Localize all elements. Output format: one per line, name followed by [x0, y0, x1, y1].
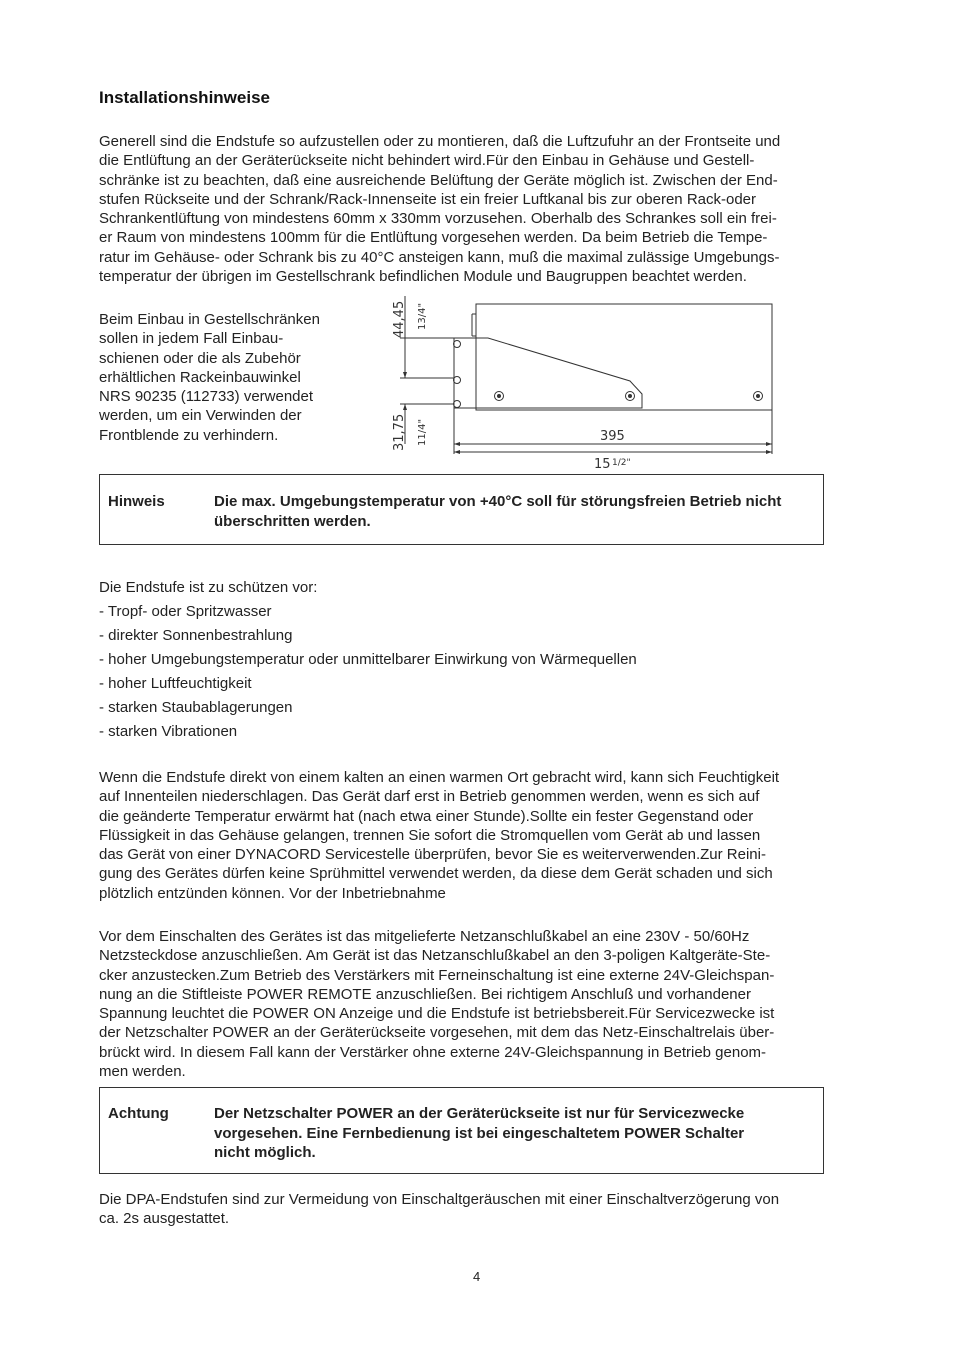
text-line: cker anzustecken.Zum Betrieb des Verstärkers mit Ferneinschaltung ist eine externe 24V-Gleichspan-: [99, 966, 775, 984]
text-line: ratur im Gehäuse- oder Schrank bis zu 40°C ansteigen kann, muß die maximal zulässige Umgebungs-: [99, 248, 780, 266]
intro-paragraph: [99, 132, 780, 286]
text-line: Der Netzschalter POWER an der Geräterückseite ist nur für Servicezwecke: [214, 1105, 745, 1122]
list-item: - hoher Luftfeuchtigkeit: [99, 675, 252, 692]
text-line: er Raum von mindestens 100mm für die Entlüftung vorgesehen werden. Da beim Betrieb die Tempe-: [99, 229, 768, 247]
device-outline: [476, 304, 772, 410]
dim-bottom-mm: 31,75: [392, 413, 407, 451]
condensation-paragraph: [99, 768, 779, 903]
warning-box: [99, 1087, 824, 1174]
list-item: - direkter Sonnenbestrahlung: [99, 627, 293, 644]
text-line: die geänderte Temperatur erwärmt hat (nach etwa einer Stunde).Sollte ein fester Gegenstand oder: [99, 807, 754, 825]
text-line: ca. 2s ausgestattet.: [99, 1210, 230, 1228]
text-line: NRS 90235 (112733) verwendet: [99, 388, 314, 406]
text-line: plötzlich entzünden können. Vor der Inbetriebnahme: [99, 884, 446, 902]
final-paragraph: [99, 1190, 779, 1229]
dim-length-mm: 395: [600, 429, 625, 444]
dim-length-inch-fraction: 1/2": [612, 458, 631, 468]
rack-bracket-drawing: [380, 296, 780, 472]
warning-text: [214, 1104, 744, 1163]
screw: [454, 377, 461, 384]
text-line: gung des Gerätes dürfen keine Sprühmittel verwendet werden, da diese dem Gerät schaden und sich: [99, 865, 773, 883]
screw: [454, 401, 461, 408]
text-line: Die max. Umgebungstemperatur von +40°C soll für störungsfreien Betrieb nicht: [214, 493, 782, 510]
note-text: [214, 492, 781, 531]
text-line: sollen in jedem Fall Einbau-: [99, 330, 284, 348]
dim-bottom-inch: 11/4": [417, 418, 428, 446]
text-line: Flüssigkeit in das Gehäuse gelangen, trennen Sie sofort die Stromquellen vom Gerät ab und lassen: [99, 826, 761, 844]
page-title: Installationshinweise: [99, 88, 270, 107]
text-line: das Gerät von einer DYNACORD Servicestelle überprüfen, bevor Sie es weiterverwenden.Zur Reini-: [99, 846, 766, 864]
text-line: werden, um ein Verwinden der: [99, 407, 302, 425]
list-intro: Die Endstufe ist zu schützen vor:: [99, 579, 318, 596]
text-line: überschritten werden.: [214, 512, 371, 530]
protection-list: [99, 576, 637, 744]
text-line: Wenn die Endstufe direkt von einem kalten an einen warmen Ort gebracht wird, kann sich Feuchtigkeit: [99, 769, 780, 786]
text-line: Schrankentlüftung von mindestens 60mm x 330mm vorzusehen. Oberhalb des Schrankes soll ein frei-: [99, 210, 777, 228]
list-item: - Tropf- oder Spritzwasser: [99, 603, 272, 620]
text-line: die Entlüftung an der Geräterückseite nicht behindert wird.Für den Einbau in Gehäuse und Gestell-: [99, 152, 755, 170]
rack-bracket: [454, 338, 642, 408]
text-line: Vor dem Einschalten des Gerätes ist das mitgelieferte Netzanschlußkabel an eine 230V - 50/60Hz: [99, 928, 750, 945]
text-line: schränke ist zu beachten, daß eine ausreichende Belüftung der Geräte möglich ist. Zwischen der End-: [99, 171, 778, 189]
dim-top-mm: 44,45: [392, 300, 407, 338]
note-box: [99, 474, 824, 545]
note-label: Hinweis: [108, 493, 165, 510]
text-line: brückt wird. In diesem Fall kann der Verstärker ohne externe 24V-Gleichspannung in Betrieb genom-: [99, 1043, 767, 1061]
list-item: - starken Vibrationen: [99, 723, 238, 740]
list-item: - starken Staubablagerungen: [99, 699, 293, 716]
text-line: nicht möglich.: [214, 1144, 316, 1161]
power-paragraph: [99, 927, 774, 1081]
text-line: Spannung leuchtet die POWER ON Anzeige und die Endstufe ist betriebsbereit.Für Servicezwecke ist: [99, 1005, 775, 1023]
page-number: 4: [473, 1269, 481, 1284]
text-line: erhältlichen Rackeinbauwinkel: [99, 368, 301, 386]
text-line: Beim Einbau in Gestellschränken: [99, 311, 320, 328]
text-line: men werden.: [99, 1063, 186, 1081]
rack-mount-paragraph: [99, 310, 320, 445]
text-line: der Netzschalter POWER an der Geräterückseite vorgesehen, mit dem das Netz-Einschaltrelais über-: [99, 1024, 775, 1042]
dim-top-inch: 13/4": [417, 302, 428, 330]
text-line: temperatur der übrigen im Gestellschrank befindlichen Module und Baugruppen beachtet werden.: [99, 268, 747, 286]
text-line: auf Innenteilen niederschlagen. Das Gerät darf erst in Betrieb genommen werden, wenn es sich auf: [99, 788, 760, 806]
dim-length-inch: 15: [594, 457, 611, 472]
text-line: Generell sind die Endstufe so aufzustellen oder zu montieren, daß die Luftzufuhr an der Frontseite und: [99, 133, 781, 150]
text-line: Frontblende zu verhindern.: [99, 426, 279, 444]
text-line: schienen oder die als Zubehör: [99, 349, 301, 367]
warning-label: Achtung: [108, 1105, 169, 1122]
text-line: Die DPA-Endstufen sind zur Vermeidung von Einschaltgeräuschen mit einer Einschaltverzögerung von: [99, 1191, 780, 1208]
text-line: vorgesehen. Eine Fernbedienung ist bei eingeschaltetem POWER Schalter: [214, 1124, 745, 1142]
text-line: stufen Rückseite und der Schrank/Rack-Innenseite ist ein freier Luftkanal bis zur oberen Rack-oder: [99, 190, 757, 208]
text-line: Netzsteckdose anzuschließen. Am Gerät ist das Netzanschlußkabel an den 3-poligen Kaltgeräte-Ste-: [99, 947, 771, 965]
text-line: nung an die Stiftleiste POWER REMOTE anzuschließen. Bei richtigem Anschluß und vorhandener: [99, 985, 751, 1003]
screw: [454, 341, 461, 348]
list-item: - hoher Umgebungstemperatur oder unmittelbarer Einwirkung von Wärmequellen: [99, 651, 637, 668]
